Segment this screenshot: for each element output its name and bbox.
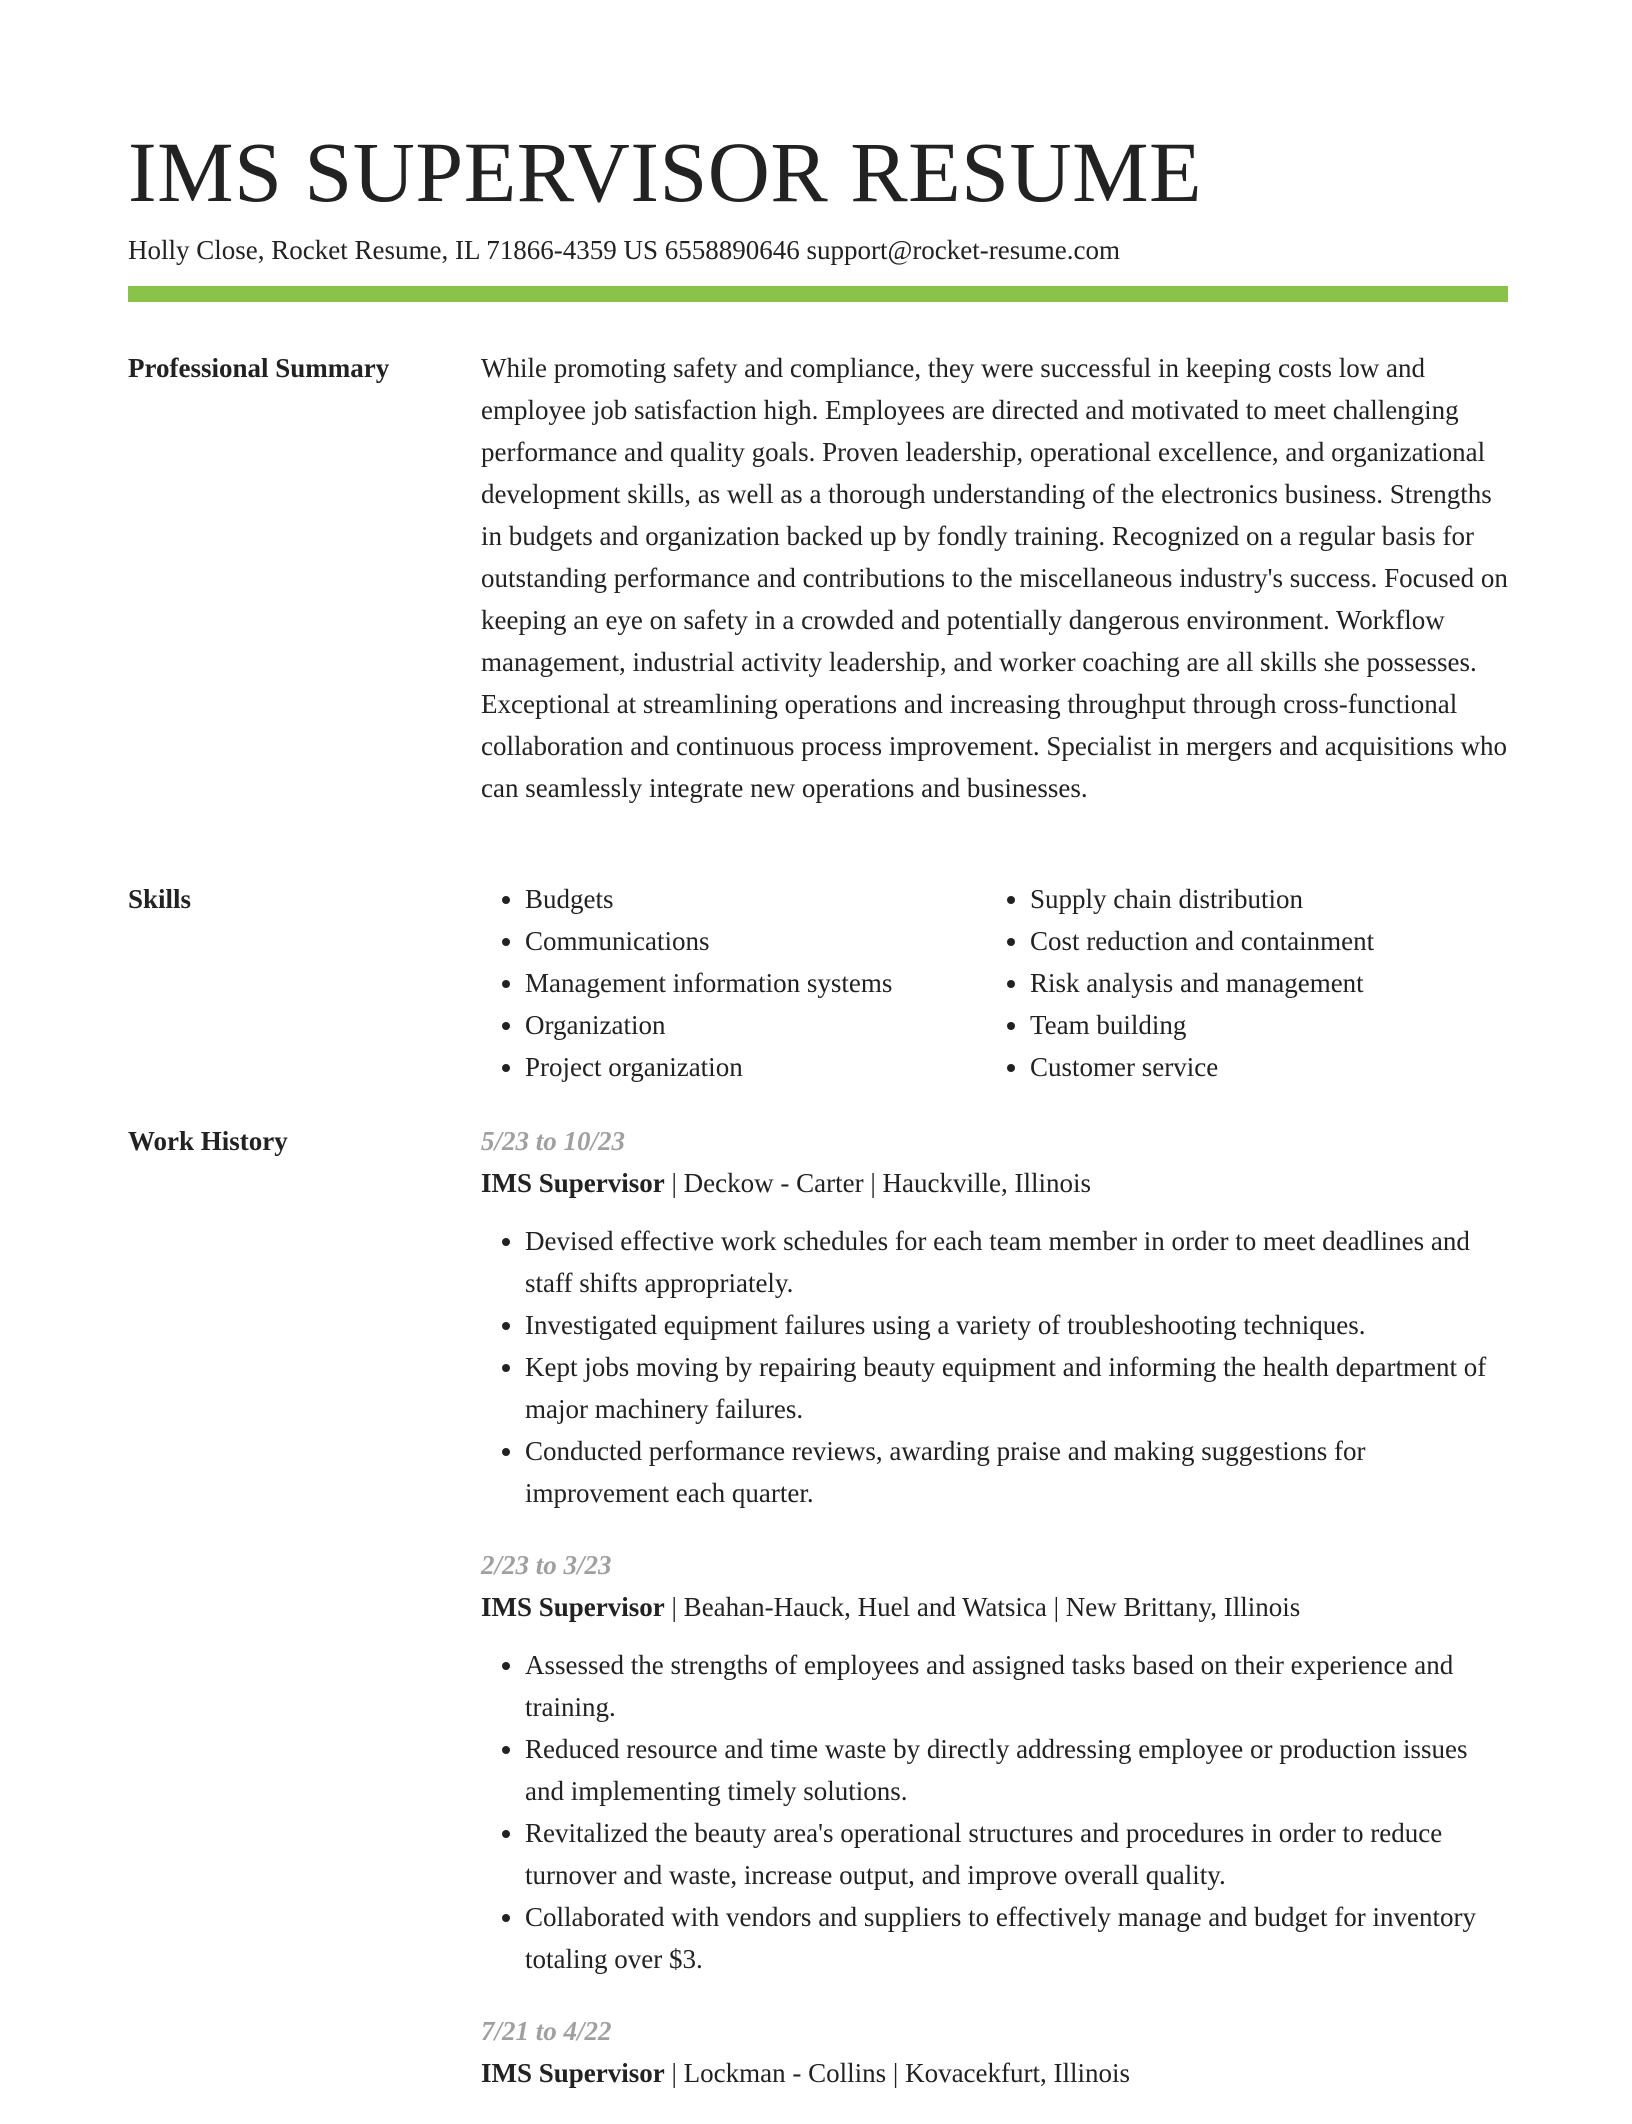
resume-title: IMS SUPERVISOR RESUME [128, 124, 1203, 220]
job-heading [481, 1586, 1508, 1628]
skills-list-right [986, 878, 1491, 1088]
summary-heading: Professional Summary [128, 353, 390, 383]
job-dates: 7/21 to 4/22 [481, 2016, 612, 2046]
job-heading [481, 2052, 1508, 2094]
job-dates: 5/23 to 10/23 [481, 1126, 626, 1156]
skill-item: • Supply chain distribution [1030, 878, 1491, 920]
job-bullet: • Revitalized the beauty area's operational structures and procedures in order to reduce turnover and waste, increase output, and improve overall quality. [525, 1812, 1508, 1896]
job-entry [481, 1120, 1508, 1514]
job-heading [481, 1162, 1508, 1204]
skill-item: • Project organization [525, 1046, 986, 1088]
job-bullets [481, 1220, 1508, 1514]
summary-text: While promoting safety and compliance, they were successful in keeping costs low and employee job satisfaction high. Employees are directed and motivated to meet challenging performance and quality goals. Proven leadership, operational excellence, and organizational development skills, as well as a thorough understanding of the electronics business. Strengths in budgets and organization backed up by fondly training. Recognized on a regular basis for outstanding performance and contributions to the miscellaneous industry's success. Focused on keeping an eye on safety in a crowded and potentially dangerous environment. Workflow management, industrial activity leadership, and worker coaching are all skills she possesses. Exceptional at streamlining operations and increasing throughput through cross-functional collaboration and continuous process improvement. Specialist in mergers and acquisitions who can seamlessly integrate new operations and businesses. [481, 353, 1508, 803]
job-title: IMS Supervisor [481, 1592, 665, 1622]
job-bullets [481, 1644, 1508, 1980]
job-bullet: • Collaborated with vendors and suppliers to effectively manage and budget for inventory totaling over $3. [525, 1896, 1508, 1980]
skill-item: • Management information systems [525, 962, 986, 1004]
skill-item: • Team building [1030, 1004, 1491, 1046]
job-dates: 2/23 to 3/23 [481, 1550, 612, 1580]
job-bullet: • Conducted performance reviews, awarding praise and making suggestions for improvement each quarter. [525, 1430, 1508, 1514]
job-title: IMS Supervisor [481, 1168, 665, 1198]
skills-heading: Skills [128, 884, 192, 914]
skill-item: • Organization [525, 1004, 986, 1046]
skill-item: • Customer service [1030, 1046, 1491, 1088]
work-history-heading: Work History [128, 1126, 288, 1156]
skills-list-left [481, 878, 986, 1088]
job-bullet: • Reduced resource and time waste by directly addressing employee or production issues and implementing timely solutions. [525, 1728, 1508, 1812]
job-entry [481, 2010, 1508, 2094]
skill-item: • Risk analysis and management [1030, 962, 1491, 1004]
job-bullet: • Devised effective work schedules for each team member in order to meet deadlines and staff shifts appropriately. [525, 1220, 1508, 1304]
job-bullet: • Investigated equipment failures using a variety of troubleshooting techniques. [525, 1304, 1508, 1346]
job-entry [481, 1544, 1508, 1980]
skill-item: • Budgets [525, 878, 986, 920]
summary-body [481, 347, 1508, 809]
job-details: | Beahan-Hauck, Huel and Watsica | New Brittany, Illinois [664, 1592, 1301, 1622]
skills-body [481, 878, 1508, 1088]
accent-divider [128, 286, 1508, 302]
skill-item: • Cost reduction and containment [1030, 920, 1491, 962]
work-history-body [481, 1120, 1508, 2124]
job-title: IMS Supervisor [481, 2058, 665, 2088]
contact-line: Holly Close, Rocket Resume, IL 71866-4359 US 6558890646 support@rocket-resume.com [128, 235, 1120, 265]
job-details: | Lockman - Collins | Kovacekfurt, Illinois [664, 2058, 1131, 2088]
job-bullet: • Kept jobs moving by repairing beauty equipment and informing the health department of major machinery failures. [525, 1346, 1508, 1430]
job-bullet: • Assessed the strengths of employees and assigned tasks based on their experience and training. [525, 1644, 1508, 1728]
skill-item: • Communications [525, 920, 986, 962]
job-details: | Deckow - Carter | Hauckville, Illinois [664, 1168, 1091, 1198]
